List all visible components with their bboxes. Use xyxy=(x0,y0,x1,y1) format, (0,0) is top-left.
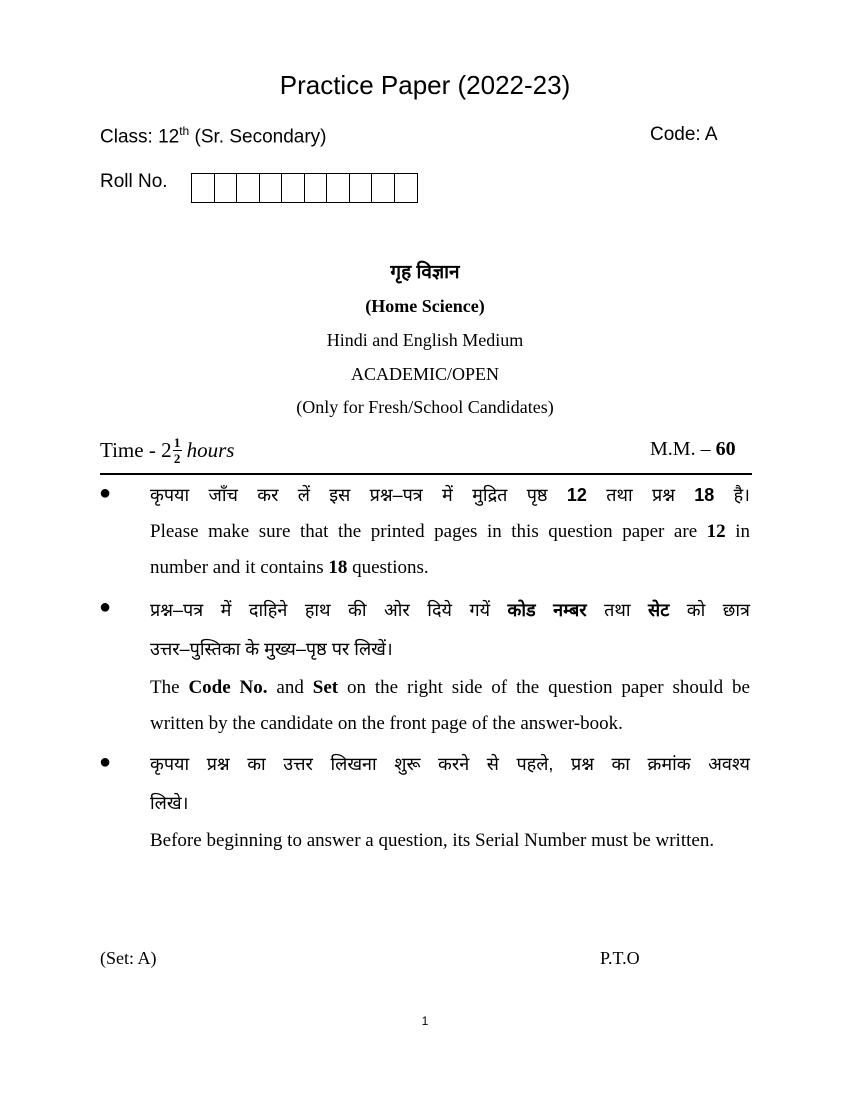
roll-number-box[interactable] xyxy=(327,174,350,202)
text-span: and xyxy=(267,677,313,698)
page-count: 12 xyxy=(566,485,587,505)
roll-number-box[interactable] xyxy=(305,174,328,202)
subject-hindi: गृह विज्ञान xyxy=(390,262,460,283)
text-span: तथा प्रश्न xyxy=(586,485,695,505)
instruction-2-hindi-line-2: उत्तर–पुस्तिका के मुख्य–पृष्ठ पर लिखें। xyxy=(150,639,393,659)
roll-number-box[interactable] xyxy=(237,174,260,202)
pto-label: P.T.O xyxy=(600,948,640,968)
text-span: कृपया जाँच कर लें इस प्रश्न–पत्र में मुद्रित पृष्ठ xyxy=(150,485,567,505)
instruction-2-english xyxy=(150,670,750,742)
class-info xyxy=(100,124,327,148)
code-number-term: Code No. xyxy=(188,677,268,698)
instruction-3-hindi-line-2: लिखे। xyxy=(150,793,189,813)
instruction-2-hindi-line-1 xyxy=(150,598,750,622)
roll-number-box[interactable] xyxy=(372,174,395,202)
paper-code: Code: A xyxy=(650,124,718,145)
time-label: Time - 2 xyxy=(100,438,172,462)
stream-line: ACADEMIC/OPEN xyxy=(350,364,499,384)
set-term: Set xyxy=(312,677,339,698)
class-suffix: (Sr. Secondary) xyxy=(189,126,327,148)
text-span: है। xyxy=(714,485,750,505)
class-prefix: Class: 12 xyxy=(100,126,180,148)
instruction-3-english: Before beginning to answer a question, its Serial Number must be written. xyxy=(150,830,715,851)
roll-number-box[interactable] xyxy=(395,174,418,202)
medium-line: Hindi and English Medium xyxy=(326,330,524,350)
page-number: 1 xyxy=(421,1014,429,1028)
maximum-marks xyxy=(650,438,736,461)
text-span: Please make sure that the printed pages in this question paper are xyxy=(150,521,707,542)
text-span: The xyxy=(150,677,189,698)
text-span: in number and it contains xyxy=(150,521,750,578)
bullet-1: ● xyxy=(99,482,112,504)
time-unit: hours xyxy=(186,438,235,462)
roll-number-boxes[interactable] xyxy=(191,173,418,203)
text-span: तथा xyxy=(586,600,649,620)
bullet-3: ● xyxy=(99,751,112,773)
instruction-1-english xyxy=(150,514,750,586)
candidates-line: (Only for Fresh/School Candidates) xyxy=(296,397,554,417)
instruction-3-hindi-line-1: कृपया प्रश्न का उत्तर लिखना शुरू करने से पहले, प्रश्न का क्रमांक अवश्य xyxy=(150,754,750,774)
roll-number-box[interactable] xyxy=(215,174,238,202)
marks-label: M.M. – xyxy=(650,438,716,460)
text-span: को छात्र xyxy=(669,600,750,620)
set-term: सेट xyxy=(648,600,670,620)
class-superscript: th xyxy=(179,124,190,138)
roll-number-label: Roll No. xyxy=(100,171,168,192)
text-span: questions. xyxy=(347,557,429,578)
fraction-denominator: 2 xyxy=(173,451,181,466)
roll-number-box[interactable] xyxy=(350,174,373,202)
time-allowed xyxy=(100,436,234,465)
instruction-1-hindi xyxy=(150,483,750,507)
subject-english: (Home Science) xyxy=(365,296,485,316)
time-fraction xyxy=(173,436,182,465)
page-title: Practice Paper (2022-23) xyxy=(279,70,571,100)
set-label: (Set: A) xyxy=(100,948,157,968)
bullet-2: ● xyxy=(99,596,112,618)
question-count: 18 xyxy=(328,557,348,578)
code-number-term: कोड नम्बर xyxy=(507,600,587,620)
header-divider xyxy=(100,473,752,475)
text-span: प्रश्न–पत्र में दाहिने हाथ की ओर दिये गयें xyxy=(150,600,508,620)
text-span: on the right side of the question paper should be written by the candidate on the front page of the answer-book. xyxy=(150,677,750,734)
marks-value: 60 xyxy=(715,438,736,460)
question-count: 18 xyxy=(694,485,715,505)
page-count: 12 xyxy=(706,521,726,542)
roll-number-box[interactable] xyxy=(282,174,305,202)
roll-number-box[interactable] xyxy=(192,174,215,202)
fraction-numerator: 1 xyxy=(173,435,181,450)
roll-number-box[interactable] xyxy=(260,174,283,202)
